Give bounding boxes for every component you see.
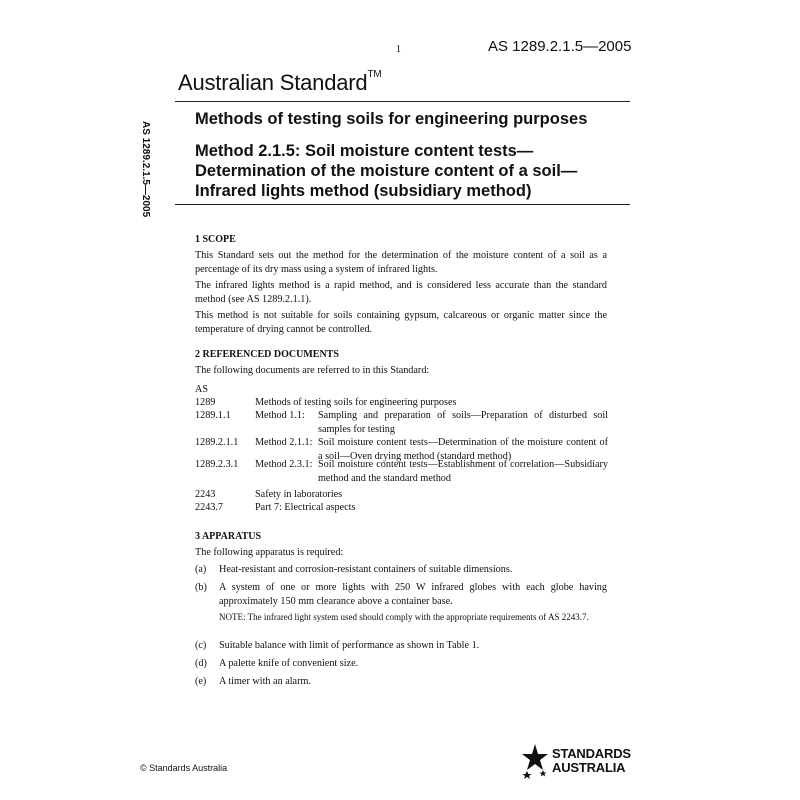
scope-paragraph: This Standard sets out the method for the determination of the moisture content of a soil as a percentage of its dry mass using a system of infrared lights. <box>195 250 607 275</box>
item-text: A timer with an alarm. <box>219 676 311 687</box>
item-text: A system of one or more lights with 250 W infrared globes with each globe having approximately 150 mm clearance above a container base. <box>219 582 607 607</box>
reference-code: 1289 <box>195 397 216 408</box>
scope-paragraph: The infrared lights method is a rapid method, and is considered less accurate than the standard method (see AS 1289.2.1.1). <box>195 280 607 305</box>
copyright: © Standards Australia <box>140 763 228 773</box>
reference-text: Part 7: Electrical aspects <box>255 502 356 513</box>
reference-code: 2243 <box>195 489 216 500</box>
references-intro: The following documents are referred to in this Standard: <box>195 365 430 376</box>
item-note: NOTE: The infrared light system used should comply with the appropriate requirements of AS 2243.7. <box>219 612 589 622</box>
standard-number: AS 1289.2.1.5—2005 <box>488 38 632 55</box>
logo-line: AUSTRALIA <box>552 760 626 775</box>
scope-paragraph: This method is not suitable for soils containing gypsum, calcareous or organic matter since the temperature of drying cannot be controlled. <box>195 310 607 335</box>
reference-code: 1289.2.1.1 <box>195 437 239 448</box>
reference-text: Soil moisture content tests—Establishment of correlation—Subsidiary method and the standard method <box>318 459 608 484</box>
trademark: TM <box>367 69 382 80</box>
brand-text: Australian Standard <box>178 70 368 95</box>
reference-method: Method 2.3.1: <box>255 459 313 470</box>
reference-text: Methods of testing soils for engineering purposes <box>255 397 457 408</box>
logo-line: STANDARDS <box>552 746 631 761</box>
references-group-label: AS <box>195 384 209 395</box>
reference-text: Sampling and preparation of soils—Preparation of disturbed soil samples for testing <box>318 410 608 435</box>
apparatus-intro: The following apparatus is required: <box>195 547 344 558</box>
reference-code: 2243.7 <box>195 502 224 513</box>
method-title-line: Determination of the moisture content of a soil— <box>195 162 578 180</box>
reference-code: 1289.2.3.1 <box>195 459 239 470</box>
title-rule <box>175 204 630 205</box>
side-standard-code: AS 1289.2.1.5—2005 <box>140 121 151 218</box>
item-text: A palette knife of convenient size. <box>219 658 359 669</box>
reference-code: 1289.1.1 <box>195 410 231 421</box>
item-label: (d) <box>195 658 207 669</box>
reference-method: Method 1.1: <box>255 410 305 421</box>
standards-australia-logo <box>552 747 631 775</box>
reference-text: Safety in laboratories <box>255 489 343 500</box>
item-text: Heat-resistant and corrosion-resistant containers of suitable dimensions. <box>219 564 513 575</box>
document-title: Methods of testing soils for engineering purposes <box>195 110 588 128</box>
section-heading-scope: 1 SCOPE <box>195 234 236 245</box>
method-title-line: Infrared lights method (subsidiary method) <box>195 182 532 200</box>
section-heading-apparatus: 3 APPARATUS <box>195 531 262 542</box>
header-rule <box>175 101 630 102</box>
brand-title <box>178 70 381 96</box>
section-heading-references: 2 REFERENCED DOCUMENTS <box>195 349 339 360</box>
reference-method: Method 2.1.1: <box>255 437 313 448</box>
item-label: (b) <box>195 582 207 593</box>
item-text: Suitable balance with limit of performance as shown in Table 1. <box>219 640 480 651</box>
method-title-line: Method 2.1.5: Soil moisture content tests— <box>195 142 534 160</box>
page-number: 1 <box>396 44 401 55</box>
method-title <box>195 141 625 201</box>
reference-text: Soil moisture content tests—Determination of the moisture content of a soil—Oven drying method (standard method) <box>318 437 608 462</box>
item-label: (c) <box>195 640 207 651</box>
item-text-block <box>219 581 607 623</box>
item-label: (a) <box>195 564 207 575</box>
southern-cross-star-icon <box>521 744 549 785</box>
item-label: (e) <box>195 676 207 687</box>
